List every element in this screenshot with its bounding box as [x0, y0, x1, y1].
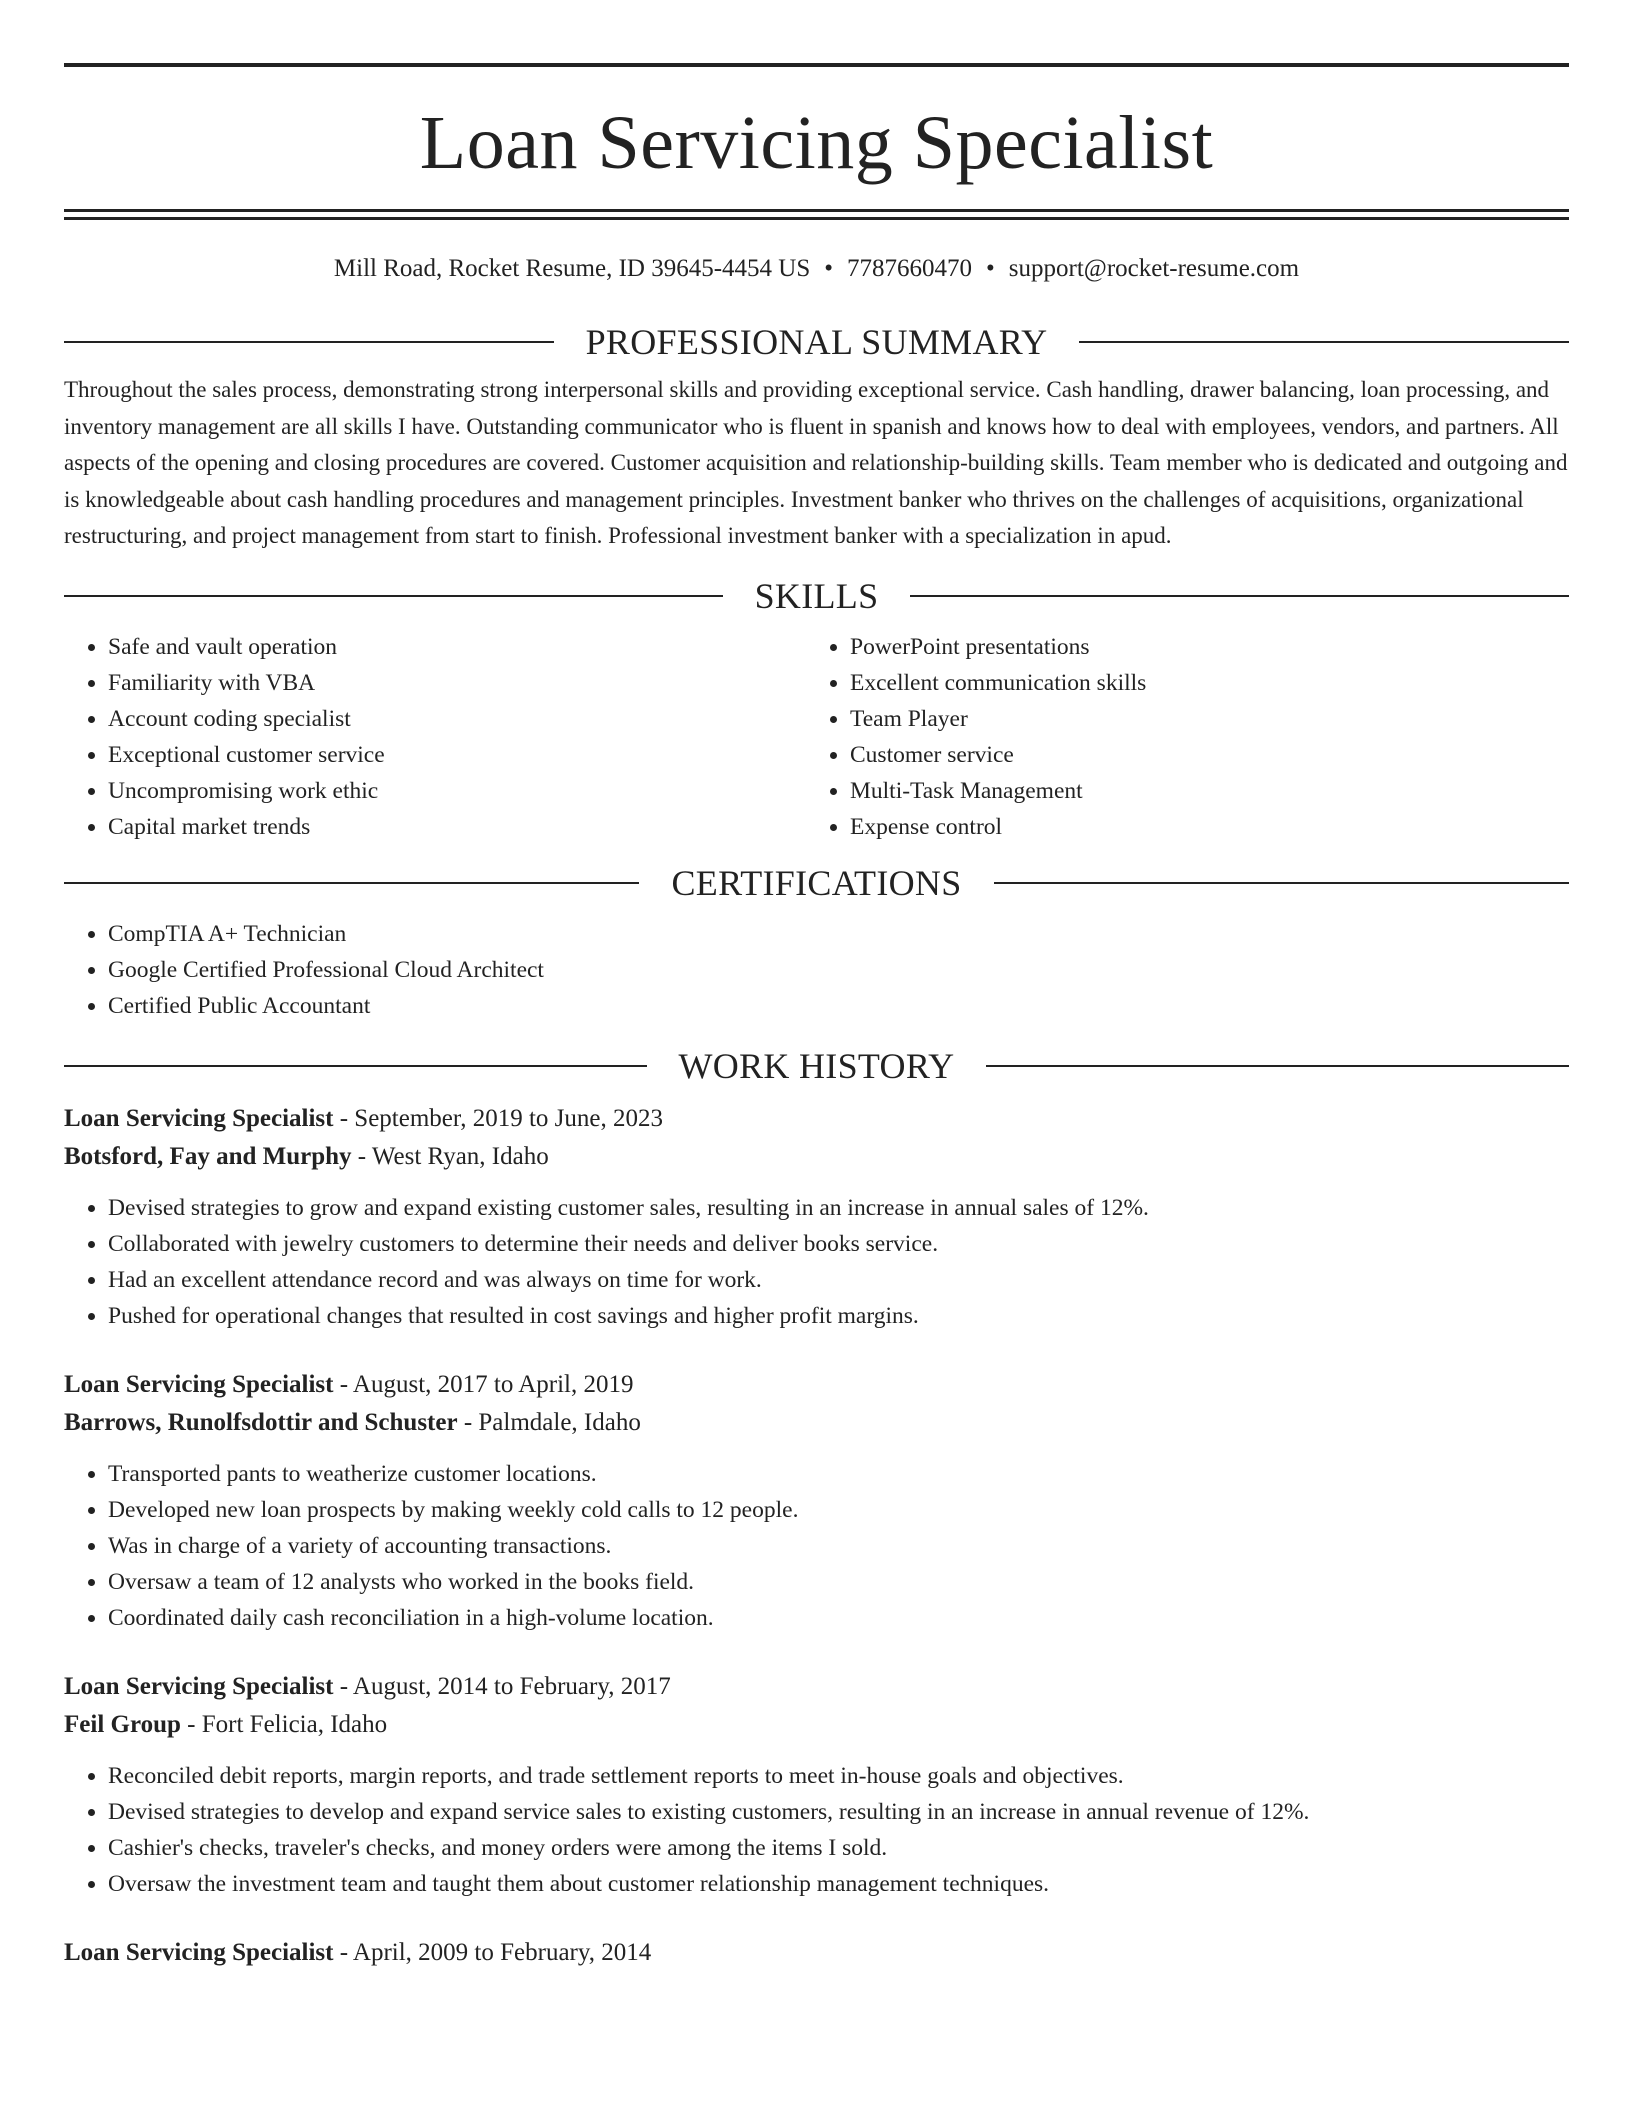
skill-item: • Account coding specialist: [108, 701, 806, 737]
skill-item: • Expense control: [850, 809, 1548, 845]
heading-rule-left: [64, 1065, 647, 1067]
job-dates: - April, 2009 to February, 2014: [339, 1938, 652, 1966]
heading-rule-left: [64, 341, 554, 343]
job-title-line: [64, 1934, 1569, 1972]
job-title-line: [64, 1100, 1569, 1138]
job-company: Barrows, Runolfsdottir and Schuster: [64, 1408, 458, 1436]
heading-rule-right: [986, 1065, 1569, 1067]
contact-email: support@rocket-resume.com: [1008, 255, 1300, 282]
job-dates: - August, 2014 to February, 2017: [339, 1672, 671, 1700]
section-title: SKILLS: [754, 575, 879, 616]
job-bullet: • Had an excellent attendance record and was always on time for work.: [108, 1262, 1569, 1298]
certification-item: • CompTIA A+ Technician: [108, 916, 1569, 952]
job-company-line: [64, 1706, 1569, 1744]
skill-item: • Multi-Task Management: [850, 773, 1548, 809]
skills-column-right: [806, 629, 1548, 845]
contact-separator: •: [824, 255, 834, 282]
job-bullet: • Transported pants to weatherize customer locations.: [108, 1456, 1569, 1492]
contact-line: [64, 254, 1569, 284]
section-heading-work-history: [64, 1046, 1569, 1086]
job-bullet: • Devised strategies to develop and expand service sales to existing customers, resulting in an increase in annual revenue of 12%.: [108, 1794, 1569, 1830]
skill-item: • Excellent communication skills: [850, 665, 1548, 701]
job-location: - Fort Felicia, Idaho: [187, 1710, 388, 1738]
job-company: Botsford, Fay and Murphy: [64, 1142, 352, 1170]
skill-item: • Safe and vault operation: [108, 629, 806, 665]
job-bullet: • Was in charge of a variety of accounting transactions.: [108, 1528, 1569, 1564]
job-entry: [64, 1668, 1569, 1902]
certification-item: • Certified Public Accountant: [108, 988, 1569, 1024]
job-entry: [64, 1934, 1569, 1972]
contact-separator: •: [986, 255, 995, 282]
job-bullet: • Pushed for operational changes that resulted in cost savings and higher profit margins.: [108, 1298, 1569, 1334]
skill-item: • Team Player: [850, 701, 1548, 737]
section-heading-skills: [64, 576, 1569, 616]
certifications-list: [64, 916, 1569, 1024]
job-entry: [64, 1100, 1569, 1334]
job-bullet: • Oversaw a team of 12 analysts who worked in the books field.: [108, 1564, 1569, 1600]
job-bullet: • Developed new loan prospects by making weekly cold calls to 12 people.: [108, 1492, 1569, 1528]
job-dates: - September, 2019 to June, 2023: [339, 1104, 663, 1132]
job-title: Loan Servicing Specialist: [64, 1104, 334, 1132]
job-title: Loan Servicing Specialist: [64, 1938, 334, 1966]
contact-address: Mill Road, Rocket Resume, ID 39645-4454 US: [333, 255, 811, 282]
heading-rule-right: [994, 882, 1569, 884]
section-title: CERTIFICATIONS: [671, 862, 962, 903]
skill-item: • Uncompromising work ethic: [108, 773, 806, 809]
section-title: WORK HISTORY: [678, 1045, 955, 1086]
job-entry: [64, 1366, 1569, 1636]
top-rule: [64, 63, 1569, 67]
skill-item: • Customer service: [850, 737, 1548, 773]
heading-rule-left: [64, 882, 639, 884]
job-company-line: [64, 1404, 1569, 1442]
job-bullet: • Cashier's checks, traveler's checks, and money orders were among the items I sold.: [108, 1830, 1569, 1866]
resume-title: Loan Servicing Specialist: [419, 101, 1214, 185]
skills-column-left: [64, 629, 806, 845]
contact-phone: 7787660470: [847, 255, 973, 282]
section-title: PROFESSIONAL SUMMARY: [585, 322, 1048, 362]
job-title: Loan Servicing Specialist: [64, 1672, 334, 1700]
job-title: Loan Servicing Specialist: [64, 1370, 334, 1398]
job-bullet: • Collaborated with jewelry customers to determine their needs and deliver books service.: [108, 1226, 1569, 1262]
section-heading-summary: [64, 322, 1569, 362]
resume-page: [64, 0, 1569, 1972]
job-company-line: [64, 1138, 1569, 1176]
section-heading-certifications: [64, 863, 1569, 903]
skill-item: • PowerPoint presentations: [850, 629, 1548, 665]
job-bullet: • Reconciled debit reports, margin reports, and trade settlement reports to meet in-house goals and objectives.: [108, 1758, 1569, 1794]
summary-text: Throughout the sales process, demonstrating strong interpersonal skills and providing exceptional service. Cash handling, drawer balancing, loan processing, and inventory management are all skills I have. Outstanding communicator who is fluent in spanish and knows how to deal with employees, vendors, and partners. All aspects of the opening and closing procedures are covered. Customer acquisition and relationship-building skills. Team member who is dedicated and outgoing and is knowledgeable about cash handling procedures and management principles. Investment banker who thrives on the challenges of acquisitions, organizational restructuring, and project management from start to finish. Professional investment banker with a specialization in apud.: [64, 377, 1568, 548]
heading-rule-right: [1079, 341, 1569, 343]
job-location: - Palmdale, Idaho: [463, 1408, 641, 1436]
certification-item: • Google Certified Professional Cloud Architect: [108, 952, 1569, 988]
job-bullet: • Oversaw the investment team and taught them about customer relationship management techniques.: [108, 1866, 1569, 1902]
job-dates: - August, 2017 to April, 2019: [339, 1370, 634, 1398]
title-double-rule: [64, 209, 1569, 220]
job-bullet: • Devised strategies to grow and expand existing customer sales, resulting in an increase in annual sales of 12%.: [108, 1190, 1569, 1226]
job-bullet: • Coordinated daily cash reconciliation in a high-volume location.: [108, 1600, 1569, 1636]
job-title-line: [64, 1366, 1569, 1404]
heading-rule-left: [64, 595, 723, 597]
skill-item: • Familiarity with VBA: [108, 665, 806, 701]
job-location: - West Ryan, Idaho: [357, 1142, 549, 1170]
skill-item: • Exceptional customer service: [108, 737, 806, 773]
skills-list: [64, 629, 1569, 845]
job-title-line: [64, 1668, 1569, 1706]
skill-item: • Capital market trends: [108, 809, 806, 845]
heading-rule-right: [910, 595, 1569, 597]
job-company: Feil Group: [64, 1710, 181, 1738]
